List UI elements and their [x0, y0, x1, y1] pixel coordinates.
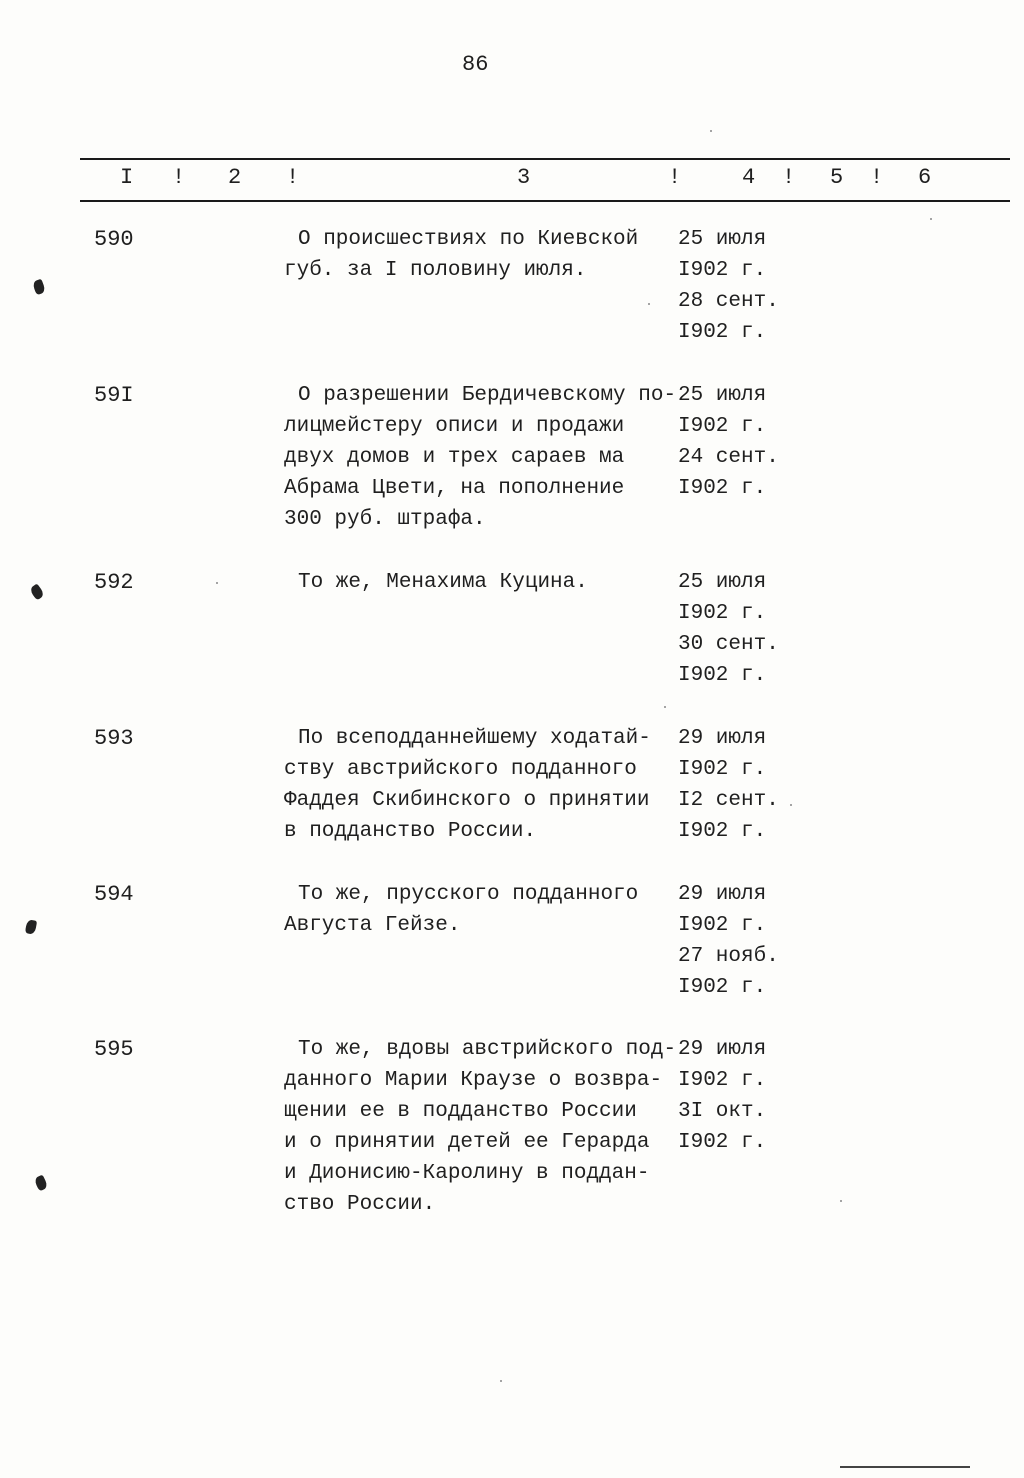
binder-hole-mark: [32, 279, 46, 296]
description-line: О разрешении Бердичевскому по-: [298, 384, 677, 407]
date-line: I902 г.: [678, 664, 767, 687]
date-line: I902 г.: [678, 914, 767, 937]
description-line: и Дионисию-Каролину в поддан-: [284, 1162, 650, 1185]
header-separator: !: [286, 165, 300, 190]
dust-speck: [500, 1380, 502, 1382]
date-line: 29 июля: [678, 727, 767, 750]
dust-speck: [840, 1200, 842, 1202]
date-line: I902 г.: [678, 415, 767, 438]
row-description: [284, 879, 674, 941]
description-line: губ. за I половину июля.: [284, 259, 587, 282]
description-line: в подданство России.: [284, 820, 537, 843]
dust-speck: [710, 130, 712, 132]
date-line: I902 г.: [678, 259, 767, 282]
binder-hole-mark: [25, 919, 37, 935]
date-line: I902 г.: [678, 1069, 767, 1092]
description-line: Августа Гейзе.: [284, 914, 461, 937]
description-line: щении ее в подданство России: [284, 1100, 637, 1123]
header-col-6: 6: [918, 165, 932, 190]
date-line: 29 июля: [678, 883, 767, 906]
date-line: 25 июля: [678, 571, 767, 594]
header-col-2: 2: [228, 165, 242, 190]
date-line: I902 г.: [678, 820, 767, 843]
row-number: 592: [94, 570, 134, 595]
date-line: I902 г.: [678, 602, 767, 625]
date-line: 28 сент.: [678, 290, 779, 313]
date-line: I902 г.: [678, 758, 767, 781]
dust-speck: [648, 303, 650, 305]
table-top-rule: [80, 158, 1010, 160]
header-col-4: 4: [742, 165, 756, 190]
date-line: 25 июля: [678, 228, 767, 251]
date-line: 24 сент.: [678, 446, 779, 469]
description-line: Фаддея Скибинского о принятии: [284, 789, 650, 812]
description-line: О происшествиях по Киевской: [298, 228, 639, 251]
date-line: I2 сент.: [678, 789, 779, 812]
row-dates: [678, 224, 818, 348]
header-separator: !: [668, 165, 682, 190]
page-edge-mark: [840, 1466, 970, 1468]
table-header-rule: [80, 200, 1010, 202]
description-line: По всеподданнейшему ходатай-: [298, 727, 651, 750]
row-description: [284, 723, 674, 847]
description-line: 300 руб. штрафа.: [284, 508, 486, 531]
header-col-3: 3: [517, 165, 531, 190]
header-separator: !: [782, 165, 796, 190]
dust-speck: [216, 582, 218, 584]
date-line: I902 г.: [678, 477, 767, 500]
row-description: [284, 1034, 677, 1220]
dust-speck: [790, 804, 792, 806]
description-line: двух домов и трех сараев ма: [284, 446, 625, 469]
description-line: Абрама Цвети, на пополнение: [284, 477, 625, 500]
description-line: лицмейстеру описи и продажи: [284, 415, 625, 438]
row-description: [284, 224, 674, 286]
row-description: [284, 567, 674, 598]
row-number: 59I: [94, 383, 134, 408]
header-separator: !: [870, 165, 884, 190]
row-dates: [678, 567, 818, 691]
row-dates: [678, 879, 818, 1003]
row-number: 590: [94, 227, 134, 252]
description-line: данного Марии Краузе о возвра-: [284, 1069, 663, 1092]
date-line: I902 г.: [678, 321, 767, 344]
date-line: 3I окт.: [678, 1100, 767, 1123]
binder-hole-mark: [34, 1175, 49, 1192]
dust-speck: [930, 218, 932, 220]
date-line: 25 июля: [678, 384, 767, 407]
date-line: 30 сент.: [678, 633, 779, 656]
description-line: То же, вдовы австрийского под-: [298, 1038, 677, 1061]
row-number: 595: [94, 1037, 134, 1062]
dust-speck: [664, 706, 666, 708]
date-line: 27 нояб.: [678, 945, 779, 968]
date-line: 29 июля: [678, 1038, 767, 1061]
page-number: 86: [462, 52, 489, 77]
header-col-5: 5: [830, 165, 844, 190]
description-line: То же, Менахима Куцина.: [298, 571, 588, 594]
row-dates: [678, 380, 818, 504]
date-line: I902 г.: [678, 976, 767, 999]
row-number: 593: [94, 726, 134, 751]
header-separator: !: [172, 165, 186, 190]
description-line: ство России.: [284, 1193, 436, 1216]
description-line: и о принятии детей ее Герарда: [284, 1131, 650, 1154]
row-dates: [678, 723, 818, 847]
header-col-1: I: [120, 165, 134, 190]
row-number: 594: [94, 882, 134, 907]
row-description: [284, 380, 677, 535]
row-dates: [678, 1034, 818, 1158]
description-line: ству австрийского подданного: [284, 758, 637, 781]
description-line: То же, прусского подданного: [298, 883, 639, 906]
date-line: I902 г.: [678, 1131, 767, 1154]
binder-hole-mark: [29, 583, 45, 600]
